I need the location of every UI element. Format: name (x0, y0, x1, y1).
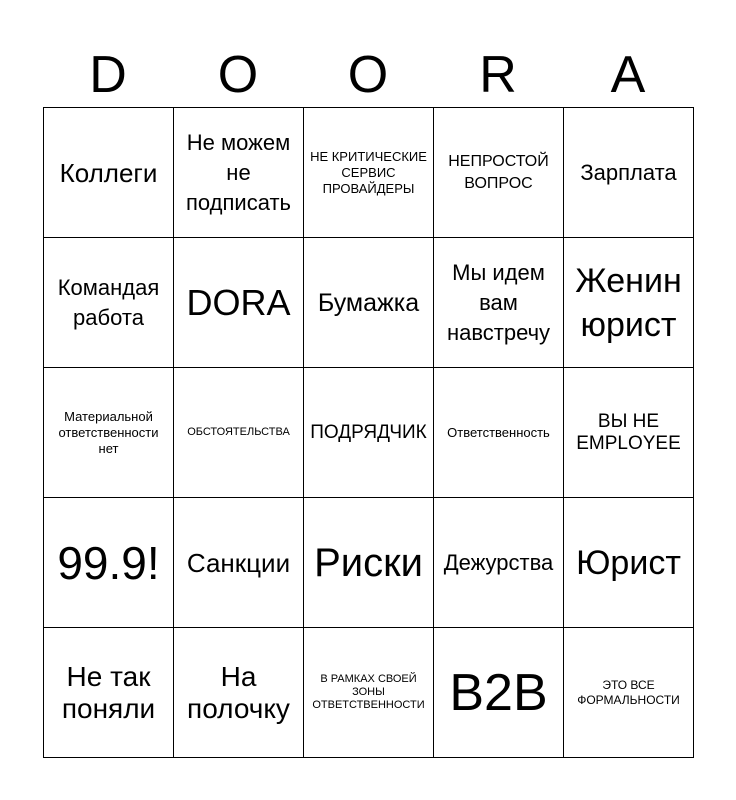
board-row (44, 628, 694, 758)
bingo-cell[interactable] (434, 368, 564, 498)
cell-text: Юрист (576, 543, 681, 582)
cell-text: ПОДРЯДЧИК (310, 421, 427, 443)
bingo-cell[interactable] (174, 498, 304, 628)
bingo-cell[interactable] (434, 628, 564, 758)
header-letter-o: O (347, 46, 389, 104)
cell-text: ВЫ НЕ EMPLOYEE (576, 410, 681, 454)
cell-text: Не так поняли (61, 660, 156, 724)
cell-text: 99.9! (57, 536, 160, 589)
cell-text: Риски (314, 540, 423, 585)
cell-text: Санкции (186, 547, 291, 578)
bingo-cell[interactable] (174, 238, 304, 368)
bingo-cell[interactable] (174, 368, 304, 498)
bingo-cell[interactable] (304, 368, 434, 498)
bingo-cell[interactable] (44, 368, 174, 498)
board-row (44, 238, 694, 368)
bingo-cell[interactable] (304, 108, 434, 238)
bingo-cell[interactable] (304, 238, 434, 368)
header-letter-d: D (89, 46, 127, 104)
bingo-cell[interactable] (434, 238, 564, 368)
board-row (44, 368, 694, 498)
cell-text: Ответственность (447, 424, 550, 440)
bingo-cell[interactable] (434, 498, 564, 628)
cell-text: Коллеги (59, 157, 158, 188)
cell-text: Зарплата (580, 159, 677, 185)
cell-text: В РАМКАХ СВОЕЙ ЗОНЫ ОТВЕТСТВЕННОСТИ (312, 673, 425, 711)
bingo-cell[interactable] (564, 368, 694, 498)
cell-text: Женин юрист (575, 261, 682, 344)
cell-text: НЕПРОСТОЙ ВОПРОС (448, 152, 549, 192)
bingo-cell[interactable] (44, 628, 174, 758)
cell-text: Командая работа (57, 274, 160, 330)
bingo-cell[interactable] (564, 498, 694, 628)
cell-text: Не можем не подписать (186, 129, 291, 215)
cell-text: На полочку (187, 660, 290, 724)
header-letter-a: A (610, 46, 646, 104)
bingo-cell[interactable] (304, 628, 434, 758)
cell-text: Дежурства (443, 549, 554, 575)
board-row (44, 498, 694, 628)
bingo-cell[interactable] (44, 238, 174, 368)
bingo-cell[interactable] (174, 108, 304, 238)
bingo-cell[interactable] (564, 628, 694, 758)
board-row (44, 108, 694, 238)
cell-text: НЕ КРИТИЧЕСКИЕ СЕРВИС ПРОВАЙДЕРЫ (310, 148, 427, 196)
bingo-cell[interactable] (564, 108, 694, 238)
bingo-cell[interactable] (564, 238, 694, 368)
cell-text: Мы идем вам навстречу (446, 259, 551, 345)
cell-text: ЭТО ВСЕ ФОРМАЛЬНОСТИ (577, 677, 680, 707)
header-letter-r: R (479, 46, 517, 104)
bingo-cell[interactable] (44, 108, 174, 238)
bingo-board (43, 107, 694, 758)
bingo-cell[interactable] (174, 628, 304, 758)
bingo-cell[interactable] (304, 498, 434, 628)
cell-text: Бумажка (317, 288, 420, 317)
bingo-cell[interactable] (434, 108, 564, 238)
cell-text: DORA (186, 281, 291, 323)
cell-text: Материальной ответственности нет (58, 408, 159, 456)
cell-text: ОБСТОЯТЕЛЬСТВА (187, 426, 290, 438)
bingo-header (43, 42, 693, 108)
cell-text: B2B (449, 663, 548, 722)
bingo-cell[interactable] (44, 498, 174, 628)
header-letter-o: O (217, 46, 259, 104)
